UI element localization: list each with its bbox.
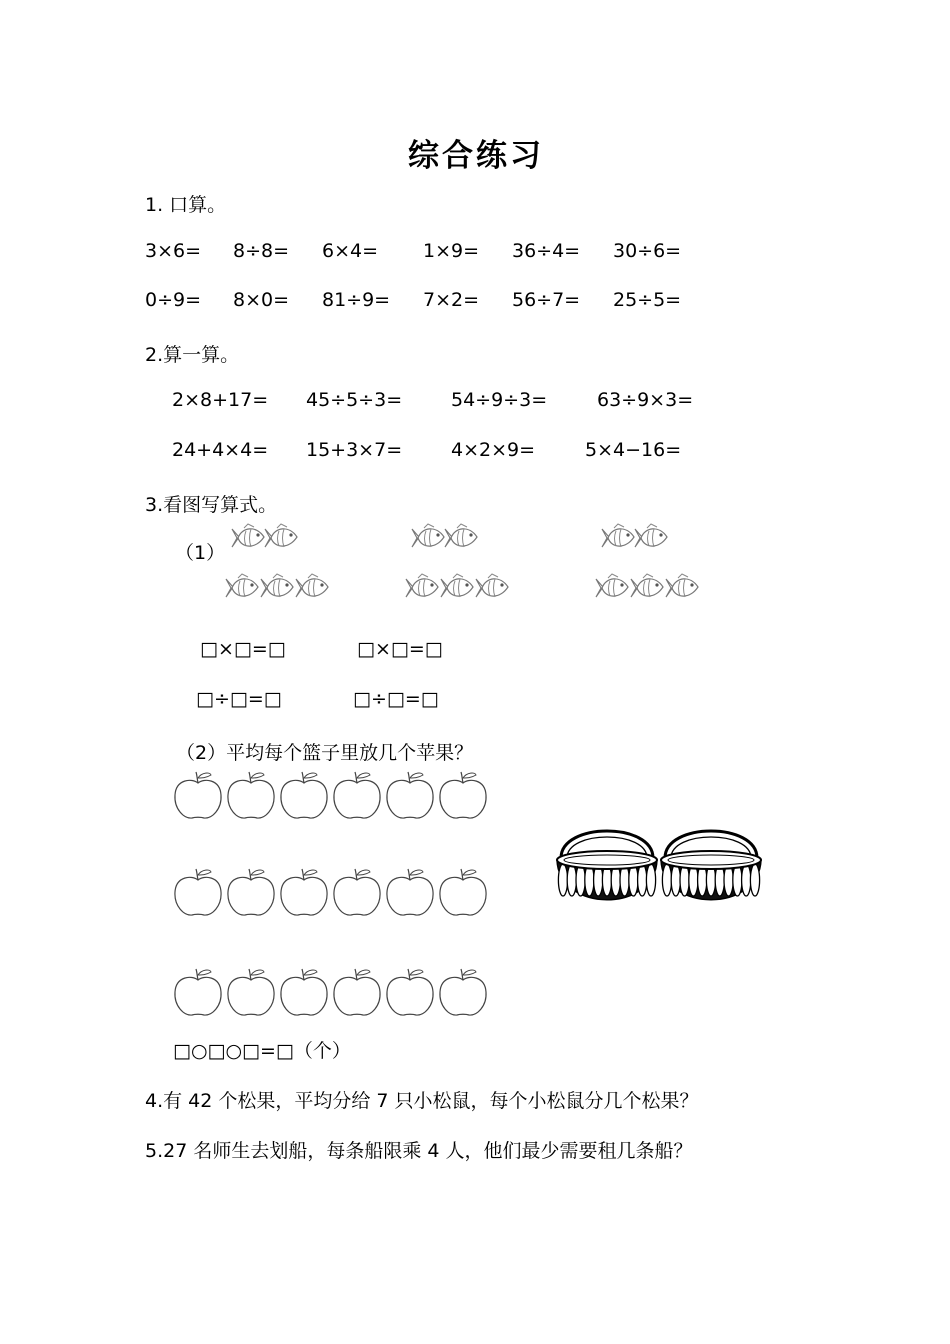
q2-item: 24+4×4= (172, 439, 269, 461)
apple-icon (331, 868, 383, 918)
apple-icon (278, 968, 330, 1018)
q2-item: 2×8+17= (172, 389, 269, 411)
q2-item: 63÷9×3= (597, 389, 694, 411)
apple-icon (384, 771, 436, 821)
question-2-label: 2.算一算。 (145, 344, 240, 366)
apple-icon (172, 868, 224, 918)
apple-icon (225, 771, 277, 821)
q2-item: 54÷9÷3= (451, 389, 548, 411)
q1-item: 1×9= (423, 240, 480, 262)
fish-icon (404, 573, 440, 603)
fish-icon (474, 573, 510, 603)
q1-item: 36÷4= (512, 240, 581, 262)
q1-item: 56÷7= (512, 289, 581, 311)
fish-icon (263, 523, 299, 553)
apple-icon (384, 968, 436, 1018)
basket-icon (657, 818, 765, 918)
apple-icon (437, 868, 489, 918)
q1-item: 25÷5= (613, 289, 682, 311)
fish-icon (224, 573, 260, 603)
apple-icon (278, 868, 330, 918)
fish-icon (633, 523, 669, 553)
question-1-label: 1. 口算。 (145, 194, 227, 216)
q3-div-right: □÷□=□ (353, 688, 439, 710)
question-3-label: 3.看图写算式。 (145, 494, 278, 516)
apple-icon (278, 771, 330, 821)
q3-mult-left: □×□=□ (200, 638, 286, 660)
fish-icon (294, 573, 330, 603)
fish-icon (439, 573, 475, 603)
q1-item: 81÷9= (322, 289, 391, 311)
q3-part1-label: （1） (175, 542, 226, 564)
fish-icon (594, 573, 630, 603)
q1-item: 6×4= (322, 240, 379, 262)
q3-div-left: □÷□=□ (196, 688, 282, 710)
q1-item: 8÷8= (233, 240, 290, 262)
apple-icon (437, 968, 489, 1018)
fish-icon (230, 523, 266, 553)
fish-icon (629, 573, 665, 603)
q1-item: 3×6= (145, 240, 202, 262)
fish-icon (664, 573, 700, 603)
question-4: 4.有 42 个松果，平均分给 7 只小松鼠，每个小松鼠分几个松果？ (145, 1090, 699, 1112)
q3-answer-line: □○□○□=□（个） (173, 1040, 351, 1062)
q2-item: 4×2×9= (451, 439, 536, 461)
q2-item: 45÷5÷3= (306, 389, 403, 411)
apple-icon (331, 968, 383, 1018)
apple-icon (172, 968, 224, 1018)
fish-icon (443, 523, 479, 553)
q3-part2-label: （2）平均每个篮子里放几个苹果？ (176, 742, 474, 764)
apple-icon (225, 968, 277, 1018)
question-5: 5.27 名师生去划船，每条船限乘 4 人，他们最少需要租几条船？ (145, 1140, 693, 1162)
q1-item: 8×0= (233, 289, 290, 311)
fish-icon (259, 573, 295, 603)
basket-icon (553, 818, 661, 918)
apple-icon (384, 868, 436, 918)
q1-item: 0÷9= (145, 289, 202, 311)
fish-icon (600, 523, 636, 553)
apple-icon (172, 771, 224, 821)
q3-mult-right: □×□=□ (357, 638, 443, 660)
q1-item: 30÷6= (613, 240, 682, 262)
fish-icon (410, 523, 446, 553)
apple-icon (225, 868, 277, 918)
apple-icon (331, 771, 383, 821)
apple-icon (437, 771, 489, 821)
q2-item: 15+3×7= (306, 439, 403, 461)
page-title: 综合练习 (408, 138, 544, 174)
q1-item: 7×2= (423, 289, 480, 311)
q2-item: 5×4−16= (585, 439, 682, 461)
